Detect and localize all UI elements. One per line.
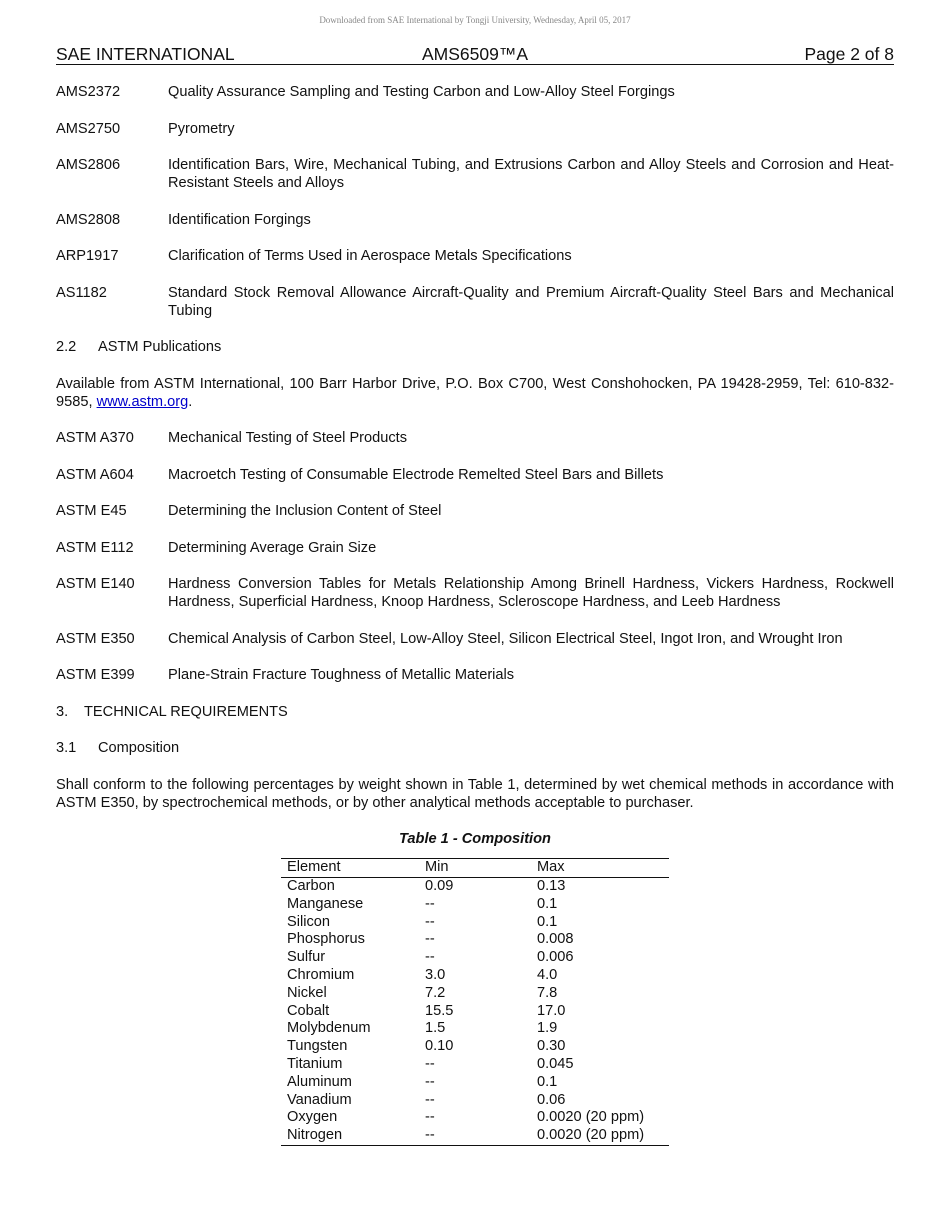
max-cell: 0.30 (537, 1038, 566, 1055)
max-cell: 0.1 (537, 895, 558, 912)
reference-title: Determining the Inclusion Content of Steel (168, 503, 442, 519)
document-number: AMS6509™A (421, 44, 529, 64)
table-caption: Table 1 - Composition (399, 831, 551, 847)
section-heading (56, 739, 894, 757)
min-cell: 3.0 (425, 966, 446, 983)
min-cell: -- (425, 1109, 435, 1126)
max-cell: 0.1 (537, 913, 558, 930)
table-row (281, 896, 669, 914)
element-cell: Sulfur (287, 949, 326, 966)
max-cell: 0.008 (537, 931, 574, 948)
element-cell: Phosphorus (287, 931, 365, 948)
element-cell: Tungsten (287, 1038, 348, 1055)
reference-code: ASTM E45 (56, 503, 127, 519)
element-cell: Titanium (287, 1055, 343, 1072)
element-cell: Vanadium (287, 1091, 352, 1108)
max-cell: 0.06 (537, 1091, 566, 1108)
reference-item (56, 211, 894, 229)
reference-item (56, 466, 894, 484)
max-cell: 0.1 (537, 1073, 558, 1090)
element-cell: Silicon (287, 913, 330, 930)
max-cell: 0.0020 (20 ppm) (537, 1109, 645, 1126)
max-cell: 0.006 (537, 949, 574, 966)
section-heading (56, 338, 894, 356)
reference-code: AMS2750 (56, 120, 121, 137)
reference-code: ASTM A370 (56, 430, 134, 446)
table-row (281, 1074, 669, 1092)
reference-title: Determining Average Grain Size (168, 539, 377, 556)
astm-reference-list (56, 429, 894, 684)
reference-title: Standard Stock Removal Allowance Aircraft-Quality and Premium Aircraft-Quality Steel Bars and Mechanical Tubing (168, 284, 894, 319)
table-row (281, 967, 669, 985)
reference-item (56, 429, 894, 447)
astm-address-text: Available from ASTM International, 100 Barr Harbor Drive, P.O. Box C700, West Conshohocken, PA 19428-2959, Tel: 610-832-9585, (56, 375, 894, 410)
table-row (281, 1127, 669, 1145)
astm-address-end: . (188, 393, 193, 410)
reference-code: ARP1917 (56, 248, 119, 264)
min-cell: 1.5 (425, 1020, 446, 1037)
reference-item (56, 502, 894, 520)
min-cell: 15.5 (425, 1002, 454, 1019)
reference-item (56, 247, 894, 265)
reference-title: Identification Forgings (168, 211, 311, 228)
element-cell: Nitrogen (281, 1127, 419, 1145)
astm-availability-paragraph (56, 375, 894, 411)
reference-code: AMS2372 (56, 84, 121, 100)
composition-paragraph: Shall conform to the following percentages by weight shown in Table 1, determined by wet chemical methods in accordance with ASTM E350, by spectrochemical methods, or by other analytical methods acceptable to purchaser. (56, 776, 894, 811)
reference-title: Mechanical Testing of Steel Products (168, 430, 408, 446)
reference-item (56, 83, 894, 101)
reference-item (56, 666, 894, 684)
element-cell: Nickel (287, 984, 327, 1001)
reference-title: Quality Assurance Sampling and Testing Carbon and Low-Alloy Steel Forgings (168, 84, 675, 100)
reference-item (56, 539, 894, 557)
reference-item (56, 120, 894, 138)
table-row (281, 1003, 669, 1021)
table-row (281, 985, 669, 1003)
reference-title: Hardness Conversion Tables for Metals Relationship Among Brinell Hardness, Vickers Hardness, Rockwell Hardness, Superficial Hardness, Knoop Hardness, Scleroscope Hardness, and Leeb Hardness (168, 576, 894, 610)
column-header: Element (281, 859, 419, 878)
min-cell: -- (425, 949, 435, 966)
astm-website-link[interactable]: www.astm.org (96, 393, 189, 410)
max-cell: 7.8 (537, 984, 558, 1001)
min-cell: 0.09 (425, 878, 454, 894)
publisher-name: SAE INTERNATIONAL (56, 44, 235, 64)
element-cell: Molybdenum (287, 1020, 371, 1037)
max-cell: 0.13 (537, 878, 566, 894)
reference-item (56, 630, 894, 648)
reference-item (56, 575, 894, 611)
sae-reference-list (56, 83, 894, 320)
page-header (56, 44, 894, 65)
reference-code: AMS2808 (56, 211, 121, 228)
element-cell: Manganese (287, 895, 364, 912)
min-cell: -- (425, 895, 435, 912)
table-row (281, 1056, 669, 1074)
table-row (281, 878, 669, 896)
element-cell: Aluminum (287, 1073, 352, 1090)
max-cell: 0.0020 (20 ppm) (531, 1127, 669, 1145)
reference-title: Macroetch Testing of Consumable Electrode Remelted Steel Bars and Billets (168, 466, 664, 483)
min-cell: -- (425, 1073, 435, 1090)
min-cell: -- (419, 1127, 531, 1145)
section-number: 3. (56, 703, 69, 720)
reference-title: Plane-Strain Fracture Toughness of Metallic Materials (168, 667, 515, 683)
reference-code: ASTM E140 (56, 576, 135, 592)
min-cell: -- (425, 931, 435, 948)
reference-code: ASTM E399 (56, 667, 135, 683)
element-cell: Cobalt (287, 1002, 330, 1019)
reference-code: AMS2806 (56, 157, 121, 173)
table-row (281, 1038, 669, 1056)
table-row (281, 931, 669, 949)
reference-code: ASTM E350 (56, 630, 135, 647)
column-header: Min (419, 859, 531, 878)
reference-item (56, 156, 894, 192)
table-row (281, 1020, 669, 1038)
table-row (281, 1092, 669, 1110)
min-cell: -- (425, 1055, 435, 1072)
section-number: 3.1 (56, 740, 77, 756)
table-row (281, 1109, 669, 1127)
section-number: 2.2 (56, 339, 77, 355)
download-watermark: Downloaded from SAE International by Tongji University, Wednesday, April 05, 2017 (319, 15, 631, 25)
column-header: Max (531, 859, 669, 878)
section-heading (56, 703, 894, 721)
reference-code: ASTM E112 (56, 539, 134, 556)
section-title: Composition (98, 740, 180, 756)
max-cell: 4.0 (537, 966, 558, 983)
reference-code: ASTM A604 (56, 466, 134, 483)
min-cell: 7.2 (425, 984, 446, 1001)
max-cell: 17.0 (537, 1002, 566, 1019)
reference-code: AS1182 (56, 284, 107, 301)
reference-title: Pyrometry (168, 120, 235, 137)
element-cell: Carbon (287, 878, 335, 894)
element-cell: Chromium (287, 966, 355, 983)
page-number: Page 2 of 8 (804, 44, 894, 64)
element-cell: Oxygen (287, 1109, 338, 1126)
reference-item (56, 284, 894, 320)
max-cell: 0.045 (537, 1055, 574, 1072)
table-row (281, 914, 669, 932)
composition-table (281, 858, 669, 1146)
section-title: ASTM Publications (98, 339, 222, 355)
table-row (281, 949, 669, 967)
min-cell: -- (425, 1091, 435, 1108)
reference-title: Identification Bars, Wire, Mechanical Tubing, and Extrusions Carbon and Alloy Steels and Corrosion and Heat-Resistant Steels and Alloys (168, 157, 894, 191)
min-cell: 0.10 (425, 1038, 454, 1055)
reference-title: Clarification of Terms Used in Aerospace Metals Specifications (168, 248, 572, 264)
section-title: TECHNICAL REQUIREMENTS (84, 703, 288, 720)
min-cell: -- (425, 913, 435, 930)
table-header-row (281, 859, 669, 878)
page-content (56, 83, 894, 1146)
max-cell: 1.9 (537, 1020, 558, 1037)
reference-title: Chemical Analysis of Carbon Steel, Low-Alloy Steel, Silicon Electrical Steel, Ingot Iron, and Wrought Iron (168, 630, 843, 647)
